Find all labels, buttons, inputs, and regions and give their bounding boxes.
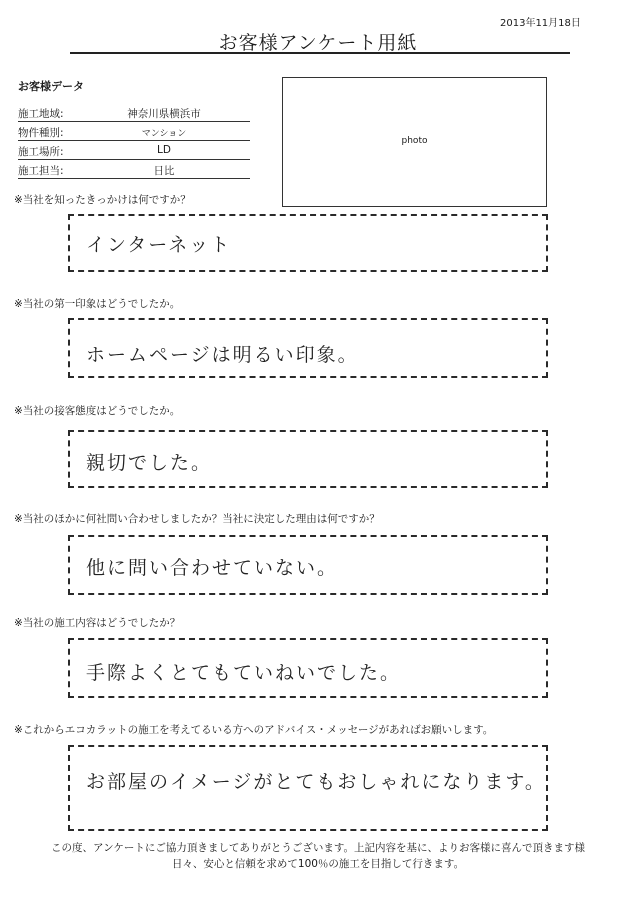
- photo-label: photo: [401, 136, 428, 146]
- info-value: 神奈川県横浜市: [127, 108, 201, 120]
- answer-box-3: [68, 430, 548, 488]
- footer-line-1: この度、アンケートにご協力頂きましてありがとうございます。上記内容を基に、よりお客様に喜んで頂きます様: [50, 842, 586, 854]
- answer-box-1: [68, 214, 548, 272]
- survey-date: 2013年11月18日: [500, 18, 581, 29]
- info-value: マンション: [141, 129, 187, 139]
- question-5: ※当社の施工内容はどうでしたか？: [14, 617, 181, 629]
- answer-3: 親切でした。: [86, 452, 213, 474]
- info-value: LD: [157, 144, 171, 156]
- question-1: ※当社を知ったきっかけは何ですか？: [14, 194, 191, 206]
- question-2: ※当社の第一印象はどうでしたか。: [14, 298, 181, 310]
- info-label: 物件種別:: [18, 127, 64, 139]
- question-3: ※当社の接客態度はどうでしたか。: [14, 405, 181, 417]
- footer-message: [0, 840, 636, 872]
- answer-5: 手際よくとてもていねいでした。: [86, 662, 402, 684]
- info-label: 施工場所:: [18, 146, 64, 158]
- answer-2: ホームページは明るい印象。: [86, 344, 359, 366]
- info-row-area: [18, 104, 250, 122]
- info-value: 日比: [153, 165, 175, 177]
- info-row-staff: [18, 161, 250, 179]
- answer-6: お部屋のイメージがとてもおしゃれになります。: [86, 771, 546, 793]
- question-4: ※当社のほかに何社問い合わせしましたか？当社に決定した理由は何ですか？: [14, 513, 380, 525]
- info-label: 施工地域:: [18, 108, 64, 120]
- info-row-property-type: [18, 123, 250, 141]
- answer-box-2: [68, 318, 548, 378]
- answer-box-4: [68, 535, 548, 595]
- page-title: お客様アンケート用紙: [218, 32, 418, 54]
- footer-line-2: 日々、安心と信頼を求めて100％の施工を目指して行きます。: [171, 858, 465, 870]
- answer-box-6: [68, 745, 548, 831]
- answer-4: 他に問い合わせていない。: [86, 557, 339, 579]
- answer-1: インターネット: [86, 234, 232, 256]
- question-6: ※これからエコカラットの施工を考えてるいる方へのアドバイス・メッセージがあればお願いします。: [14, 724, 494, 736]
- info-row-location: [18, 142, 250, 160]
- answer-box-5: [68, 638, 548, 698]
- title-underline: [70, 52, 570, 54]
- photo-placeholder: [282, 77, 547, 207]
- customer-data-heading: お客様データ: [18, 80, 84, 93]
- info-label: 施工担当:: [18, 165, 64, 177]
